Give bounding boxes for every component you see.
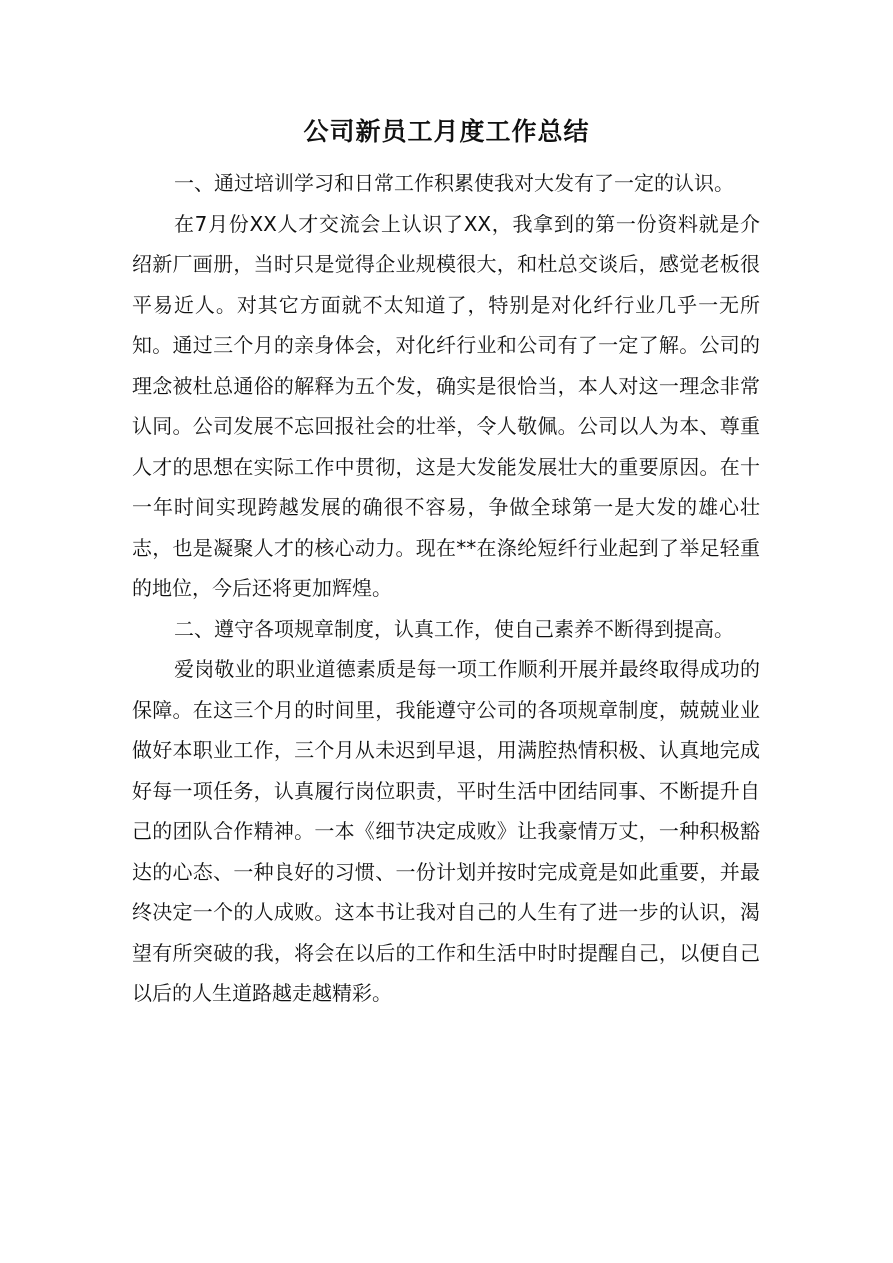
- body-paragraph-1: 在7月份XX人才交流会上认识了XX，我拿到的第一份资料就是介绍新厂画册，当时只是觉得企业规模很大，和杜总交谈后，感觉老板很平易近人。对其它方面就不太知道了，特别是对化纤行业几乎一无所知。通过三个月的亲身体会，对化纤行业和公司有了一定了解。公司的理念被杜总通俗的解释为五个发，确实是很恰当，本人对这一理念非常认同。公司发展不忘回报社会的壮举，令人敬佩。公司以人为本、尊重人才的思想在实际工作中贯彻，这是大发能发展壮大的重要原因。在十一年时间实现跨越发展的确很不容易，争做全球第一是大发的雄心壮志，也是凝聚人才的核心动力。现在**在涤纶短纤行业起到了举足轻重的地位，今后还将更加辉煌。: [132, 211, 760, 600]
- document-title: 公司新员工月度工作总结: [303, 117, 590, 146]
- document-body: [132, 163, 760, 1014]
- body-paragraph-2: 爱岗敬业的职业道德素质是每一项工作顺利开展并最终取得成功的保障。在这三个月的时间里，我能遵守公司的各项规章制度，兢兢业业做好本职业工作，三个月从未迟到早退，用满腔热情积极、认真地完成好每一项任务，认真履行岗位职责，平时生活中团结同事、不断提升自己的团队合作精神。一本《细节决定成败》让我豪情万丈，一种积极豁达的心态、一种良好的习惯、一份计划并按时完成竟是如此重要，并最终决定一个的人成败。这本书让我对自己的人生有了进一步的认识，渴望有所突破的我，将会在以后的工作和生活中时时提醒自己，以便自己以后的人生道路越走越精彩。: [132, 657, 760, 1005]
- section-heading-2: 二、遵守各项规章制度，认真工作，使自己素养不断得到提高。: [174, 616, 734, 641]
- section-heading-1: 一、通过培训学习和日常工作积累使我对大发有了一定的认识。: [174, 171, 734, 195]
